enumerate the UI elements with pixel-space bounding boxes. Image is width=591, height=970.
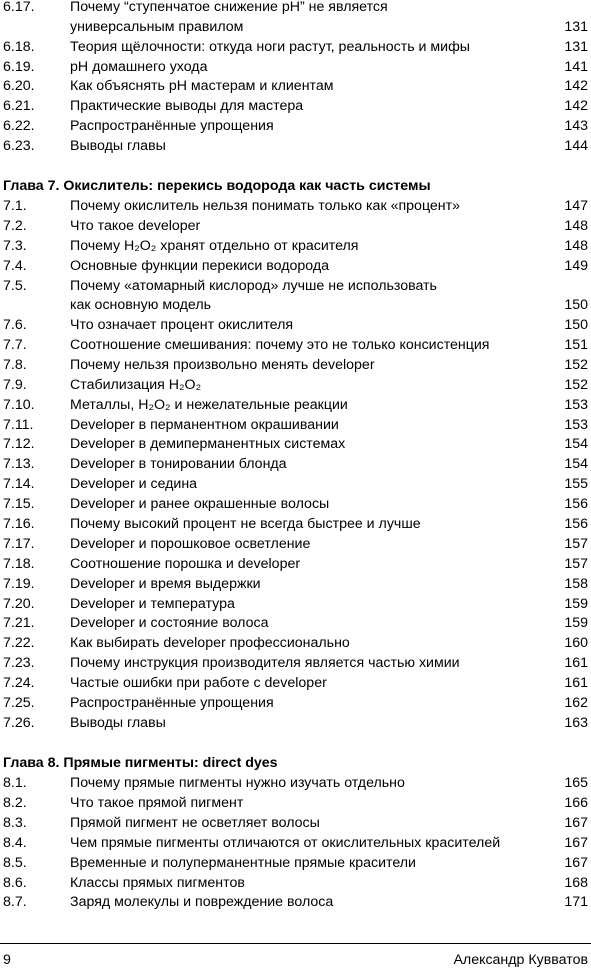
chapter-8-heading: Глава 8. Прямые пигменты: direct dyes [3, 755, 278, 771]
entry-page: 154 [564, 436, 588, 452]
entry-title: Developer в перманентном окрашивании [70, 417, 339, 433]
entry-page: 159 [564, 615, 588, 631]
toc-entry [0, 315, 591, 335]
toc-entry [0, 415, 591, 435]
entry-number: 7.22. [3, 635, 35, 651]
entry-number: 7.19. [3, 576, 35, 592]
toc-entry [0, 37, 591, 57]
entry-number: 6.19. [3, 59, 35, 75]
entry-number: 7.20. [3, 596, 35, 612]
entry-number: 7.15. [3, 496, 35, 512]
entry-title: Developer и температура [70, 596, 235, 612]
toc-entry [0, 76, 591, 96]
entry-number: 6.22. [3, 118, 35, 134]
entry-number: 7.25. [3, 695, 35, 711]
entry-page: 148 [564, 218, 588, 234]
entry-page: 152 [564, 377, 588, 393]
footer-page-number: 9 [3, 952, 11, 968]
entry-page: 163 [564, 715, 588, 731]
entry-title: Распространённые упрощения [70, 695, 274, 711]
toc-entry [0, 853, 591, 873]
entry-number: 8.5. [3, 855, 27, 871]
entry-page: 131 [564, 19, 588, 35]
entry-title: Частые ошибки при работе с developer [70, 675, 327, 691]
toc-entry [0, 96, 591, 116]
toc-entry [0, 633, 591, 653]
entry-title: Developer и ранее окрашенные волосы [70, 496, 330, 512]
toc-entry [0, 236, 591, 256]
footer-divider [0, 943, 591, 944]
entry-page: 150 [564, 297, 588, 313]
entry-title: pH домашнего ухода [70, 59, 208, 75]
entry-page: 151 [564, 337, 588, 353]
entry-title-continuation: как основную модель [70, 297, 212, 313]
entry-number: 7.16. [3, 516, 35, 532]
toc-entry [0, 434, 591, 454]
entry-title: Почему H₂O₂ хранят отдельно от красителя [70, 238, 359, 254]
entry-number: 7.12. [3, 436, 35, 452]
entry-number: 8.6. [3, 875, 27, 891]
entry-title: Developer и порошковое осветление [70, 536, 311, 552]
entry-number: 7.21. [3, 615, 35, 631]
toc-entry [0, 673, 591, 693]
entry-page: 160 [564, 635, 588, 651]
entry-title: Что означает процент окислителя [70, 317, 294, 333]
entry-title: Почему инструкция производителя является частью химии [70, 655, 460, 671]
entry-page: 167 [564, 835, 588, 851]
entry-number: 6.23. [3, 138, 35, 154]
entry-page: 158 [564, 576, 588, 592]
entry-number: 7.24. [3, 675, 35, 691]
toc-entry [0, 534, 591, 554]
toc-entry [0, 793, 591, 813]
entry-title: Распространённые упрощения [70, 118, 274, 134]
toc-entry [0, 395, 591, 415]
toc-entry [0, 196, 591, 216]
entry-page: 171 [564, 894, 588, 910]
entry-title: Как выбирать developer профессионально [70, 635, 350, 651]
toc-entry [0, 693, 591, 713]
toc-entry-continuation [0, 295, 591, 315]
toc-entry [0, 216, 591, 236]
entry-page: 153 [564, 417, 588, 433]
entry-page: 131 [564, 39, 588, 55]
entry-page: 149 [564, 258, 588, 274]
entry-page: 159 [564, 596, 588, 612]
entry-page: 153 [564, 397, 588, 413]
entry-number: 7.10. [3, 397, 35, 413]
chapter-7-heading: Глава 7. Окислитель: перекись водорода как часть системы [3, 178, 431, 194]
entry-title: Прямой пигмент не осветляет волосы [70, 815, 320, 831]
entry-page: 156 [564, 496, 588, 512]
toc-entry [0, 713, 591, 733]
entry-number: 6.20. [3, 78, 35, 94]
entry-number: 7.5. [3, 278, 27, 294]
toc-entry [0, 454, 591, 474]
entry-page: 168 [564, 875, 588, 891]
entry-title: Почему «атомарный кислород» лучше не использовать [70, 278, 437, 294]
entry-number: 7.6. [3, 317, 27, 333]
entry-page: 142 [564, 78, 588, 94]
entry-page: 156 [564, 516, 588, 532]
entry-page: 167 [564, 855, 588, 871]
entry-number: 8.7. [3, 894, 27, 910]
entry-number: 8.1. [3, 775, 27, 791]
entry-page: 155 [564, 476, 588, 492]
entry-number: 7.1. [3, 198, 27, 214]
entry-number: 7.9. [3, 377, 27, 393]
entry-number: 7.2. [3, 218, 27, 234]
entry-number: 7.17. [3, 536, 35, 552]
entry-title: Выводы главы [70, 715, 166, 731]
entry-number: 6.18. [3, 39, 35, 55]
entry-number: 7.26. [3, 715, 35, 731]
toc-entry [0, 773, 591, 793]
toc-entry [0, 574, 591, 594]
entry-page: 152 [564, 357, 588, 373]
entry-number: 7.7. [3, 337, 27, 353]
entry-number: 7.18. [3, 556, 35, 572]
toc-entry [0, 57, 591, 77]
footer-author: Александр Кувватов [453, 952, 588, 968]
entry-number: 7.4. [3, 258, 27, 274]
entry-page: 144 [564, 138, 588, 154]
entry-number: 8.2. [3, 795, 27, 811]
entry-page: 165 [564, 775, 588, 791]
entry-number: 7.3. [3, 238, 27, 254]
entry-number: 7.13. [3, 456, 35, 472]
toc-entry [0, 256, 591, 276]
entry-page: 162 [564, 695, 588, 711]
entry-title: Соотношение порошка и developer [70, 556, 301, 572]
entry-title-continuation: универсальным правилом [70, 19, 244, 35]
entry-page: 141 [564, 59, 588, 75]
entry-title: Что такое developer [70, 218, 201, 234]
entry-title: Металлы, H₂O₂ и нежелательные реакции [70, 397, 348, 413]
toc-entry [0, 494, 591, 514]
toc-entry [0, 355, 591, 375]
toc-entry [0, 594, 591, 614]
toc-entry [0, 375, 591, 395]
toc-entry [0, 335, 591, 355]
entry-page: 161 [564, 655, 588, 671]
entry-number: 7.8. [3, 357, 27, 373]
toc-entry [0, 892, 591, 912]
entry-number: 7.14. [3, 476, 35, 492]
toc-entry [0, 813, 591, 833]
entry-title: Что такое прямой пигмент [70, 795, 244, 811]
entry-title: Почему окислитель нельзя понимать только как «процент» [70, 198, 461, 214]
entry-title: Developer в тонировании блонда [70, 456, 287, 472]
entry-page: 161 [564, 675, 588, 691]
toc-entry [0, 276, 591, 296]
entry-page: 167 [564, 815, 588, 831]
toc-entry [0, 116, 591, 136]
entry-title: Заряд молекулы и повреждение волоса [70, 894, 334, 910]
entry-page: 142 [564, 98, 588, 114]
entry-page: 143 [564, 118, 588, 134]
entry-number: 7.23. [3, 655, 35, 671]
entry-title: Практические выводы для мастера [70, 98, 304, 114]
entry-title: Почему “ступенчатое снижение pH” не является [70, 0, 388, 15]
entry-title: Как объяснять pH мастерам и клиентам [70, 78, 334, 94]
entry-number: 7.11. [3, 417, 34, 433]
entry-title: Почему нельзя произвольно менять developer [70, 357, 375, 373]
entry-title: Developer и седина [70, 476, 198, 492]
toc-entry [0, 554, 591, 574]
toc-entry-continuation [0, 17, 591, 37]
entry-title: Почему высокий процент не всегда быстрее и лучше [70, 516, 421, 532]
entry-page: 157 [564, 536, 588, 552]
entry-page: 148 [564, 238, 588, 254]
entry-page: 154 [564, 456, 588, 472]
entry-title: Соотношение смешивания: почему это не только консистенция [70, 337, 490, 353]
entry-page: 166 [564, 795, 588, 811]
entry-number: 8.3. [3, 815, 27, 831]
entry-page: 150 [564, 317, 588, 333]
entry-number: 6.17. [3, 0, 35, 15]
toc-entry [0, 0, 591, 17]
entry-title: Почему прямые пигменты нужно изучать отдельно [70, 775, 405, 791]
entry-title: Developer и состояние волоса [70, 615, 269, 631]
entry-page: 147 [564, 198, 588, 214]
entry-title: Developer в демиперманентных системах [70, 436, 346, 452]
toc-entry [0, 653, 591, 673]
entry-title: Основные функции перекиси водорода [70, 258, 330, 274]
toc-entry [0, 136, 591, 156]
entry-page: 157 [564, 556, 588, 572]
entry-title: Временные и полуперманентные прямые красители [70, 855, 416, 871]
entry-title: Чем прямые пигменты отличаются от окислительных красителей [70, 835, 501, 851]
entry-title: Классы прямых пигментов [70, 875, 245, 891]
entry-title: Выводы главы [70, 138, 166, 154]
entry-title: Теория щёлочности: откуда ноги растут, реальность и мифы [70, 39, 470, 55]
toc-entry [0, 613, 591, 633]
toc-entry [0, 514, 591, 534]
entry-number: 6.21. [3, 98, 35, 114]
toc-entry [0, 873, 591, 893]
entry-number: 8.4. [3, 835, 27, 851]
toc-entry [0, 833, 591, 853]
entry-title: Стабилизация H₂O₂ [70, 377, 202, 393]
entry-title: Developer и время выдержки [70, 576, 261, 592]
toc-entry [0, 474, 591, 494]
